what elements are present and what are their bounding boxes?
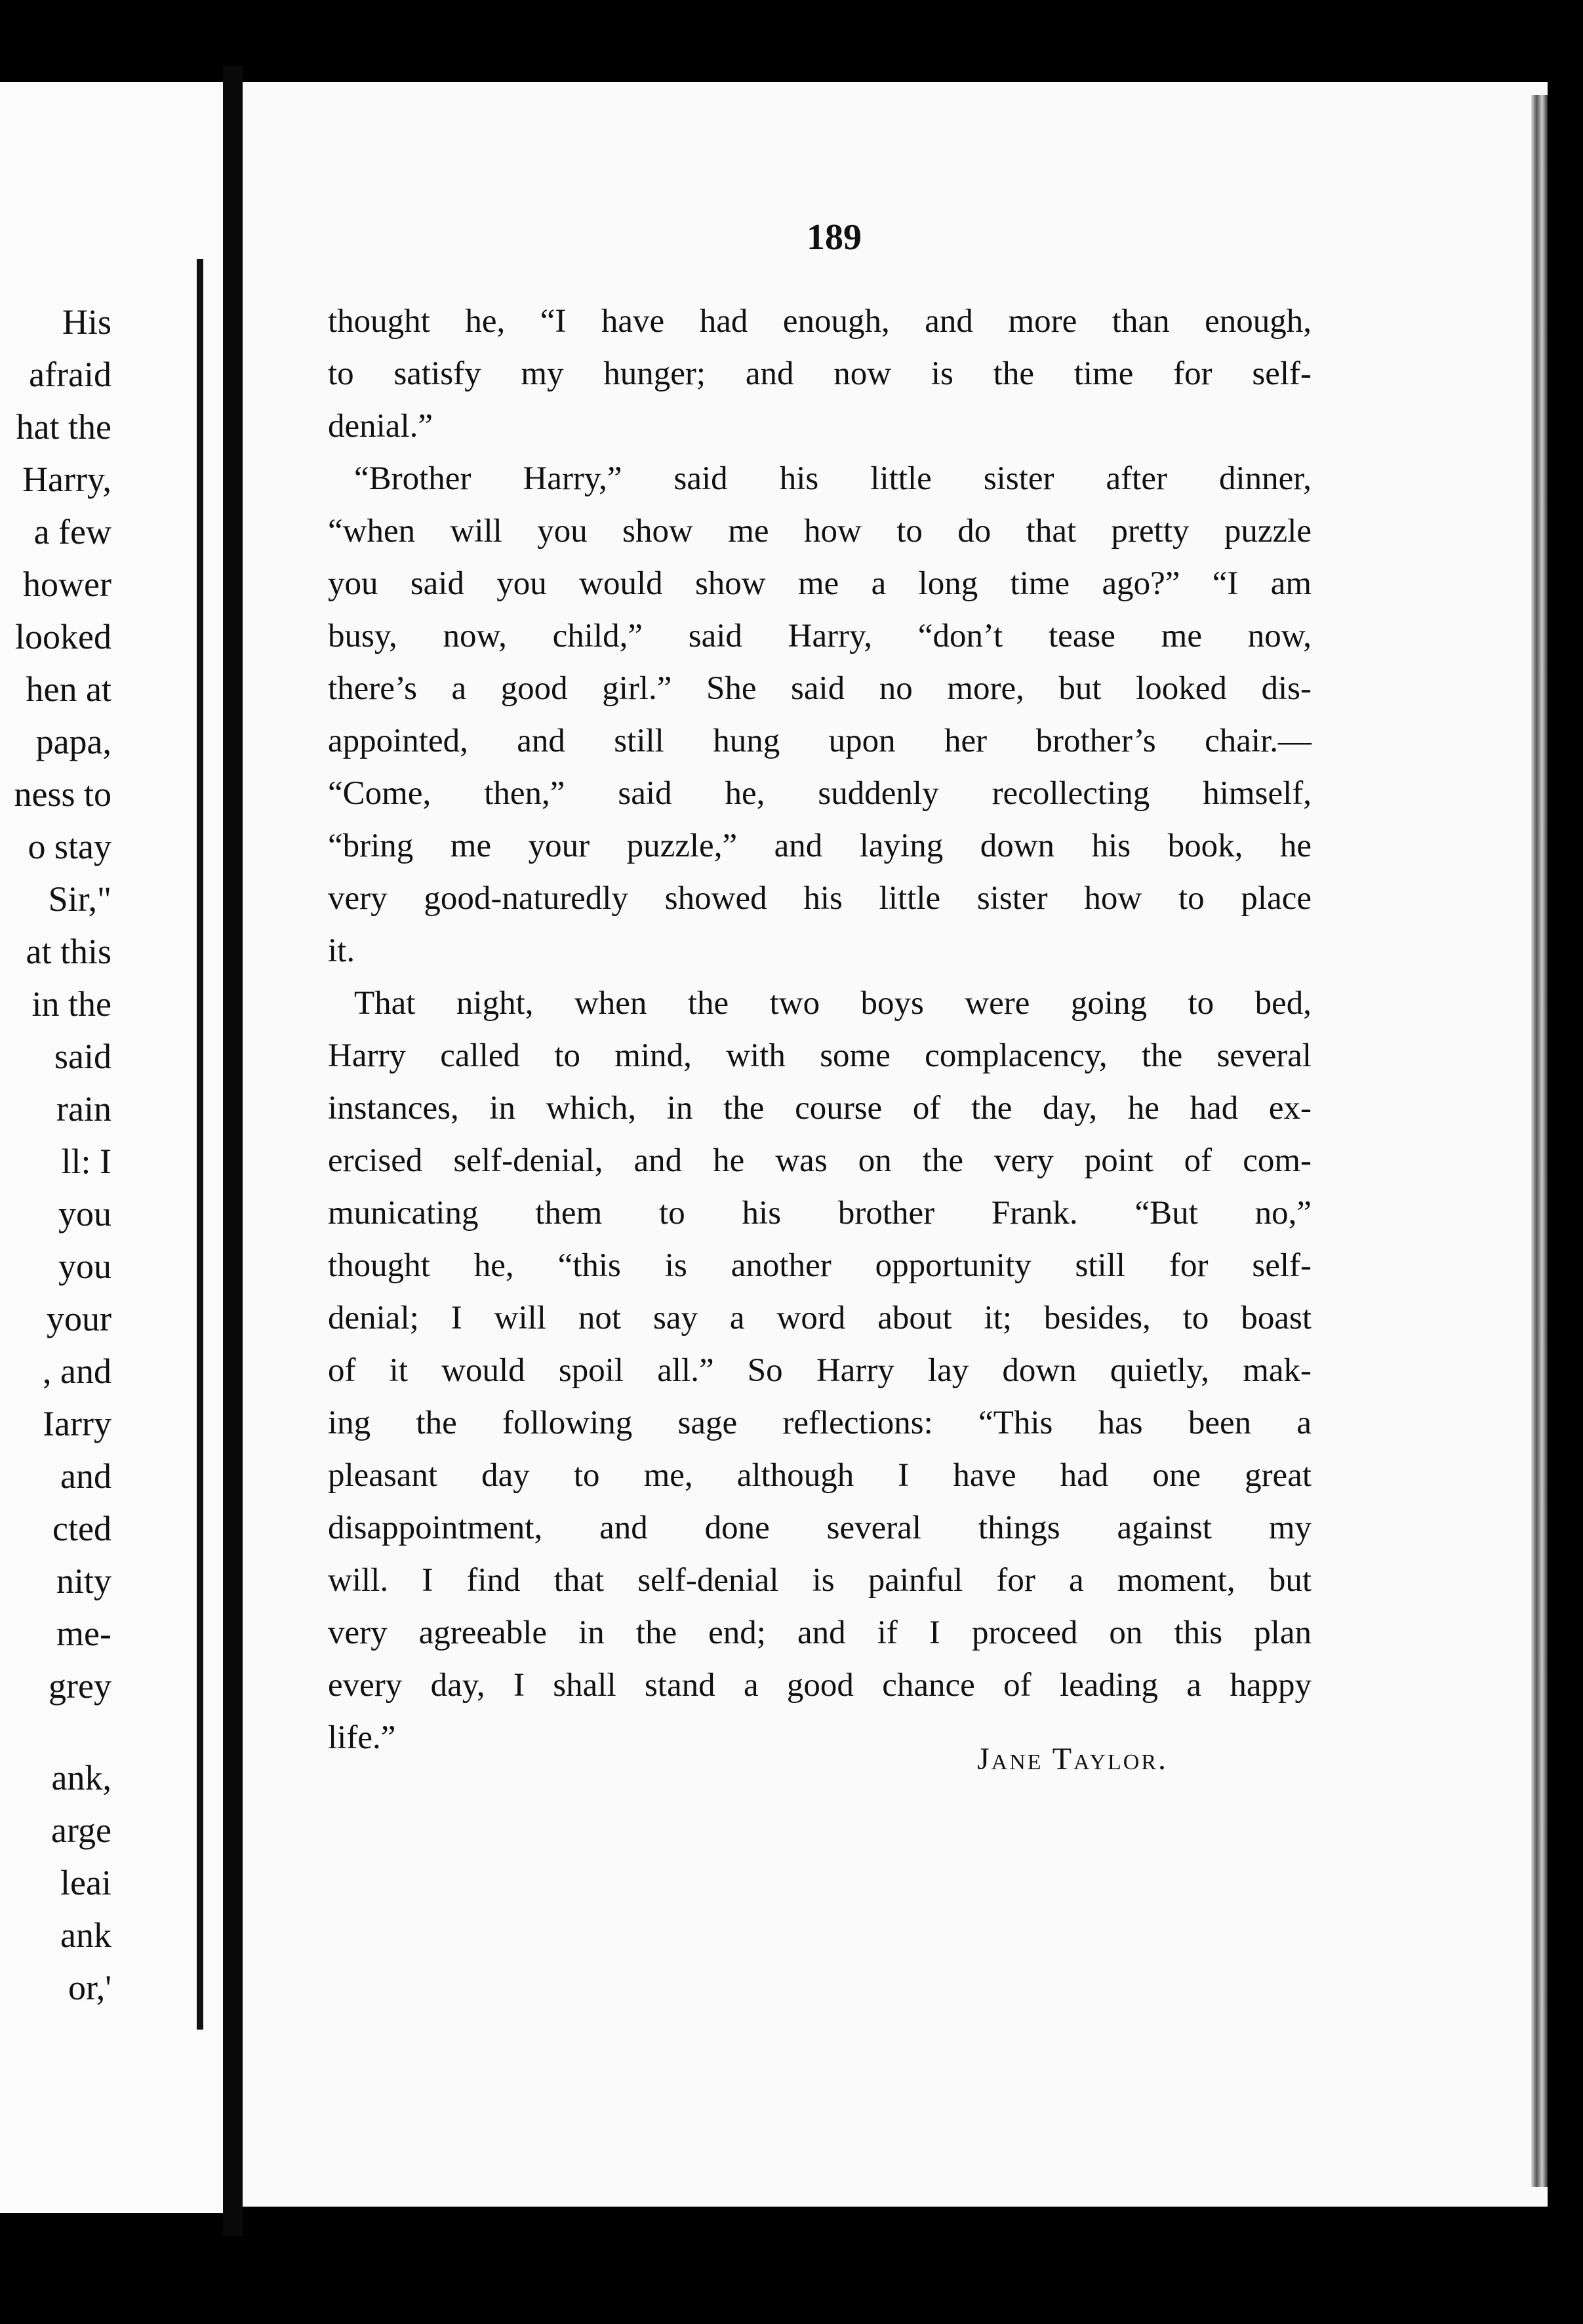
left-line: nity — [56, 1561, 111, 1601]
left-line: leai — [60, 1863, 111, 1902]
left-line: me- — [56, 1614, 111, 1653]
left-line: arge — [51, 1811, 111, 1850]
text-line: “Brother Harry,” said his little sister after dinner, — [354, 460, 1312, 497]
left-line: and — [60, 1456, 111, 1496]
left-line: at this — [26, 932, 111, 971]
paragraph — [328, 977, 1312, 1764]
text-line: you said you would show me a long time ago?” “I am — [328, 565, 1312, 602]
left-line: in the — [31, 984, 111, 1024]
text-line: it. — [328, 932, 355, 969]
left-line: hen at — [26, 670, 111, 709]
text-line: very good-naturedly showed his little sister how to place — [328, 880, 1312, 917]
left-line: or,' — [68, 1968, 111, 2007]
left-page-fragment — [0, 82, 223, 2213]
text-line: “Come, then,” said he, suddenly recollecting himself, — [328, 775, 1312, 812]
text-line: thought he, “I have had enough, and more than enough, — [328, 303, 1312, 340]
left-line: hat the — [16, 407, 111, 447]
text-line: Harry called to mind, with some complacency, the several — [328, 1037, 1312, 1074]
text-line: appointed, and still hung upon her brother’s chair.— — [328, 723, 1312, 759]
left-line: o stay — [28, 827, 111, 866]
left-line: Iarry — [43, 1404, 111, 1443]
left-line: His — [62, 302, 111, 342]
left-line: ank — [60, 1915, 111, 1955]
body-text — [328, 295, 1312, 1764]
left-line: Harry, — [22, 460, 111, 499]
text-line: busy, now, child,” said Harry, “don’t tease me now, — [328, 618, 1312, 654]
left-line: said — [54, 1037, 111, 1076]
right-page-edge — [1531, 95, 1548, 2187]
paragraph — [328, 295, 1312, 452]
text-line: life.” — [328, 1719, 396, 1756]
left-line: ll: I — [61, 1142, 111, 1181]
page-number: 189 — [807, 217, 862, 258]
left-line: your — [47, 1299, 111, 1338]
paragraph — [328, 452, 1312, 977]
left-line: you — [58, 1247, 111, 1286]
left-line: afraid — [29, 355, 111, 394]
left-line: you — [58, 1194, 111, 1233]
left-line: a few — [33, 512, 111, 551]
left-line: ness to — [14, 774, 111, 814]
text-line: of it would spoil all.” So Harry lay down quietly, mak- — [328, 1352, 1312, 1389]
text-line: pleasant day to me, although I have had one great — [328, 1457, 1312, 1494]
left-line: papa, — [35, 722, 111, 761]
text-line: “bring me your puzzle,” and laying down his book, he — [328, 828, 1312, 864]
text-line: ercised self-denial, and he was on the very point of com- — [328, 1142, 1312, 1179]
text-line: to satisfy my hunger; and now is the time for self- — [328, 355, 1312, 392]
author-signature: Jane Taylor. — [977, 1742, 1168, 1776]
left-line: ank, — [51, 1758, 111, 1797]
book-gutter — [223, 66, 243, 2236]
text-line: denial.” — [328, 408, 433, 445]
text-line: very agreeable in the end; and if I proceed on this plan — [328, 1614, 1312, 1651]
text-line: every day, I shall stand a good chance of leading a happy — [328, 1667, 1312, 1704]
left-line: rain — [56, 1089, 111, 1129]
text-line: denial; I will not say a word about it; besides, to boast — [328, 1300, 1312, 1336]
left-line: looked — [15, 617, 111, 656]
text-line: municating them to his brother Frank. “But no,” — [328, 1195, 1312, 1232]
text-line: “when will you show me how to do that pretty puzzle — [328, 513, 1312, 550]
text-line: disappointment, and done several things against my — [328, 1510, 1312, 1546]
text-line: That night, when the two boys were going to bed, — [354, 985, 1312, 1022]
text-line: thought he, “this is another opportunity still for self- — [328, 1247, 1312, 1284]
left-line: Sir," — [48, 879, 111, 919]
left-page-edge — [197, 259, 203, 2030]
text-line: there’s a good girl.” She said no more, but looked dis- — [328, 670, 1312, 707]
left-line: , and — [43, 1352, 111, 1391]
text-line: will. I find that self-denial is painful for a moment, but — [328, 1562, 1312, 1599]
left-line: hower — [23, 565, 111, 604]
text-line: ing the following sage reflections: “This has been a — [328, 1405, 1312, 1441]
text-line: instances, in which, in the course of the day, he had ex- — [328, 1090, 1312, 1127]
left-line: cted — [52, 1509, 111, 1548]
left-line: grey — [49, 1666, 111, 1706]
